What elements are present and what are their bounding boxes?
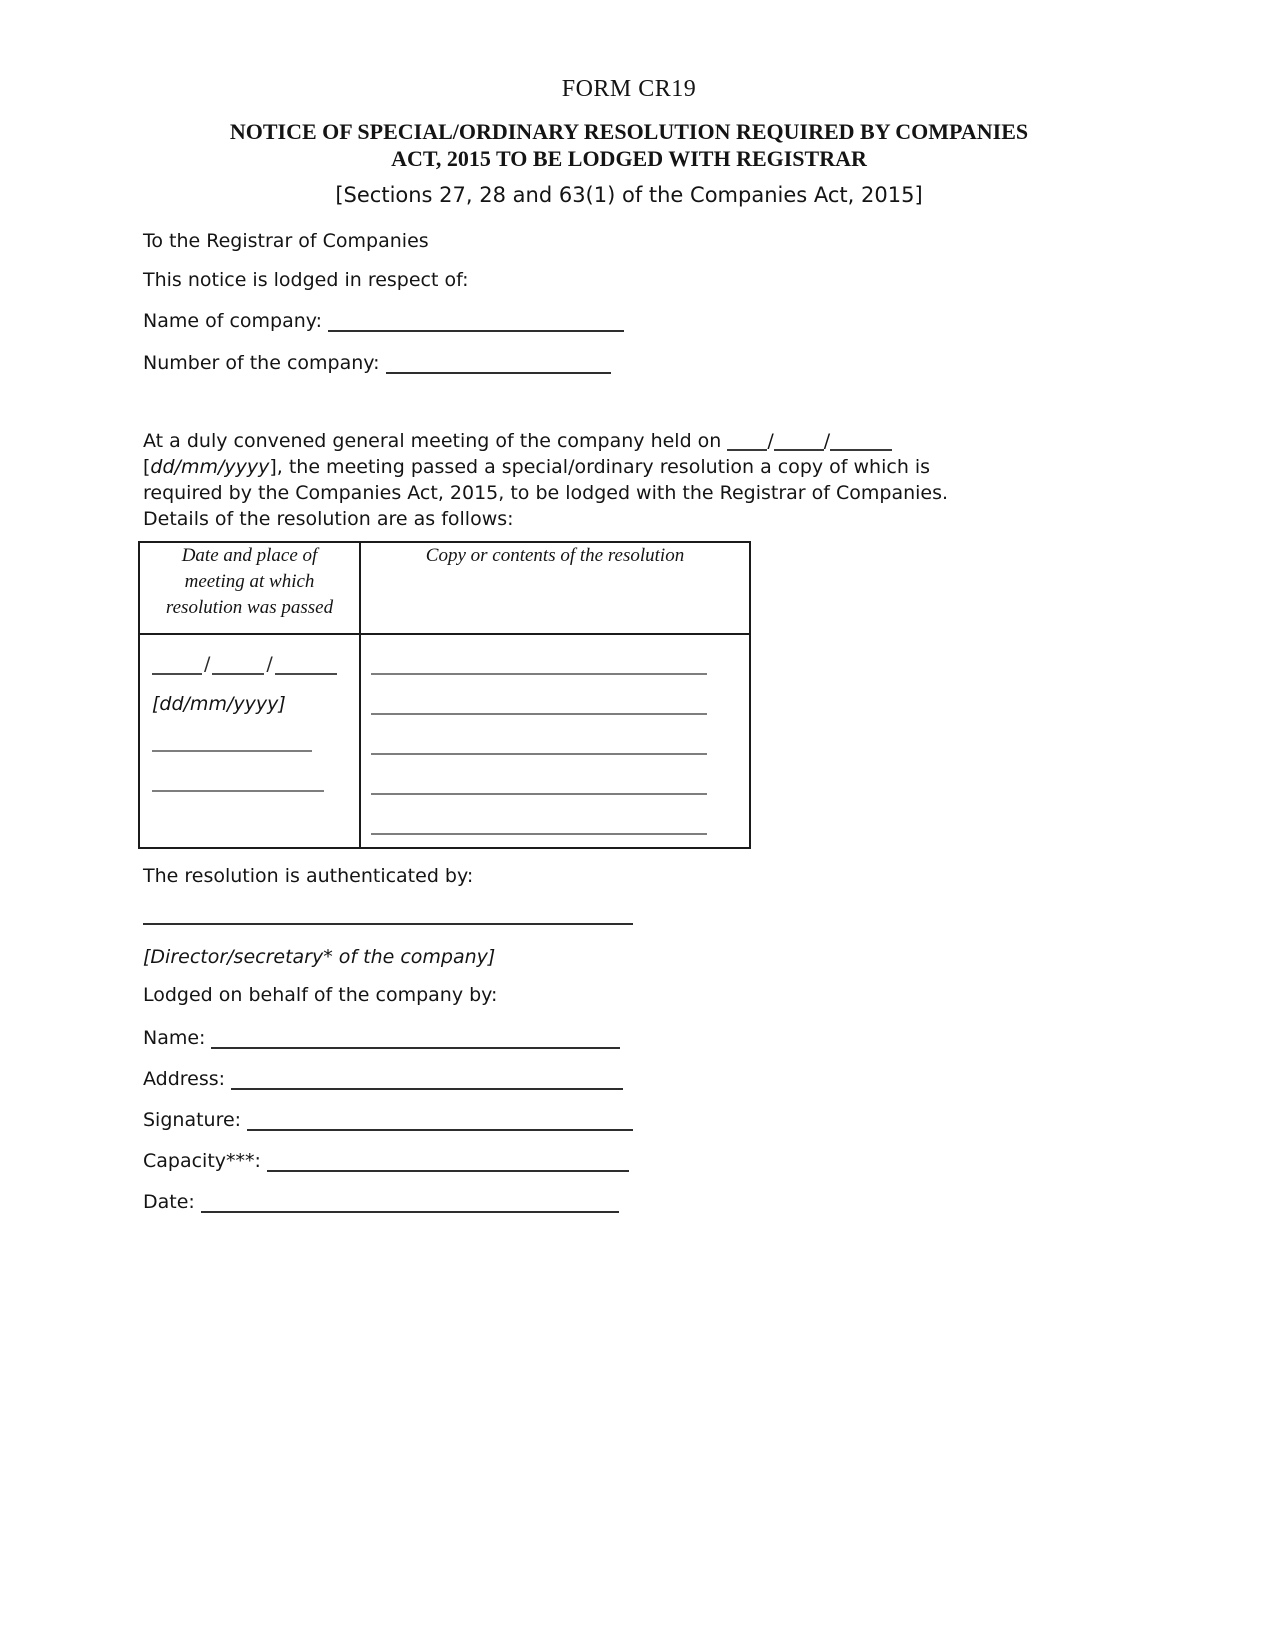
company-name-row: [143, 306, 1115, 336]
lodgement-address-blank[interactable]: [231, 1066, 623, 1090]
lodgement-label: Lodged on behalf of the company by:: [143, 984, 498, 1006]
lodgement-capacity-label: Capacity***:: [143, 1150, 261, 1172]
form-title-line1: NOTICE OF SPECIAL/ORDINARY RESOLUTION REQUIRED BY COMPANIES: [229, 119, 1029, 144]
table-cell-date-place: [139, 634, 360, 848]
lodgement-name-blank[interactable]: [211, 1025, 620, 1049]
meeting-date-day-blank[interactable]: [727, 431, 767, 451]
table-date-day-blank[interactable]: [152, 647, 202, 675]
company-number-row: [143, 348, 1115, 378]
resolution-blank-line-1[interactable]: [371, 673, 707, 675]
company-name-blank[interactable]: [328, 308, 624, 332]
resolution-blank-line-3[interactable]: [371, 753, 707, 755]
table-date-year-blank[interactable]: [275, 647, 337, 675]
meeting-paragraph-line1-text: At a duly convened general meeting of the company held on: [143, 430, 722, 452]
date-format-italic: dd/mm/yyyy: [150, 456, 270, 478]
company-number-label: Number of the company:: [143, 352, 380, 374]
resolution-blank-line-2[interactable]: [371, 713, 707, 715]
date-format-note: [dd/mm/yyyy]: [152, 693, 286, 715]
signatory-note: [Director/secretary* of the company]: [143, 946, 496, 968]
place-blank-line-1[interactable]: [152, 750, 312, 752]
table-date-month-blank[interactable]: [212, 647, 264, 675]
meeting-paragraph-line2-text: ], the meeting passed a special/ordinary resolution a copy of which is: [269, 456, 931, 478]
lodgement-name-row: [143, 1021, 1115, 1055]
meeting-date-line: [152, 635, 359, 675]
date-slash: /: [204, 653, 211, 675]
form-number: FORM CR19: [561, 76, 697, 102]
date-slash: /: [266, 653, 273, 675]
date-slash: /: [823, 430, 831, 452]
authentication-label: The resolution is authenticated by:: [143, 865, 474, 887]
table-header-date-place-line3: resolution was passed: [165, 597, 334, 618]
resolution-table-body-row: [139, 634, 750, 848]
resolution-blank-line-5[interactable]: [371, 833, 707, 835]
lodgement-signature-row: [143, 1103, 1115, 1137]
meeting-paragraph-line1: [143, 428, 1115, 454]
form-title-line2: ACT, 2015 TO BE LODGED WITH REGISTRAR: [391, 146, 867, 171]
date-slash: /: [767, 430, 774, 452]
meeting-paragraph: [143, 428, 1115, 532]
table-header-resolution-copy: Copy or contents of the resolution: [360, 542, 750, 634]
intro-line: This notice is lodged in respect of:: [143, 269, 469, 291]
table-cell-resolution-copy-inner: [361, 673, 749, 835]
lodgement-capacity-blank[interactable]: [267, 1148, 629, 1172]
resolution-table-header-row: [139, 542, 750, 634]
lodgement-date-label: Date:: [143, 1191, 195, 1213]
table-cell-date-place-inner: [140, 635, 359, 792]
meeting-date-month-blank[interactable]: [774, 431, 824, 451]
sections-reference: [Sections 27, 28 and 63(1) of the Companies Act, 2015]: [335, 183, 923, 207]
company-name-label: Name of company:: [143, 310, 323, 332]
authentication-signature-line[interactable]: [143, 923, 633, 925]
lodgement-capacity-row: [143, 1144, 1115, 1178]
addressee-line: To the Registrar of Companies: [143, 230, 429, 252]
meeting-paragraph-line3: required by the Companies Act, 2015, to be lodged with the Registrar of Companies.: [143, 482, 949, 504]
bracket-open: [: [143, 456, 151, 478]
resolution-blank-line-4[interactable]: [371, 793, 707, 795]
meeting-paragraph-line2: [143, 454, 1115, 480]
table-header-date-place: [139, 542, 360, 634]
meeting-paragraph-line4: Details of the resolution are as follows:: [143, 508, 514, 530]
lodgement-date-blank[interactable]: [201, 1189, 619, 1213]
lodgement-signature-label: Signature:: [143, 1109, 242, 1131]
place-blank-line-2[interactable]: [152, 790, 324, 792]
lodgement-date-row: [143, 1185, 1115, 1219]
table-header-date-place-line2: meeting at which: [184, 571, 315, 592]
table-header-date-place-line1: Date and place of: [181, 545, 318, 566]
resolution-table: [138, 541, 751, 849]
form-title: [143, 118, 1115, 172]
lodgement-name-label: Name:: [143, 1027, 206, 1049]
form-content: [143, 0, 1115, 1219]
lodgement-signature-blank[interactable]: [247, 1107, 633, 1131]
lodgement-address-row: [143, 1062, 1115, 1096]
table-cell-resolution-copy: [360, 634, 750, 848]
meeting-date-year-blank[interactable]: [830, 431, 892, 451]
company-number-blank[interactable]: [386, 350, 611, 374]
lodgement-address-label: Address:: [143, 1068, 226, 1090]
